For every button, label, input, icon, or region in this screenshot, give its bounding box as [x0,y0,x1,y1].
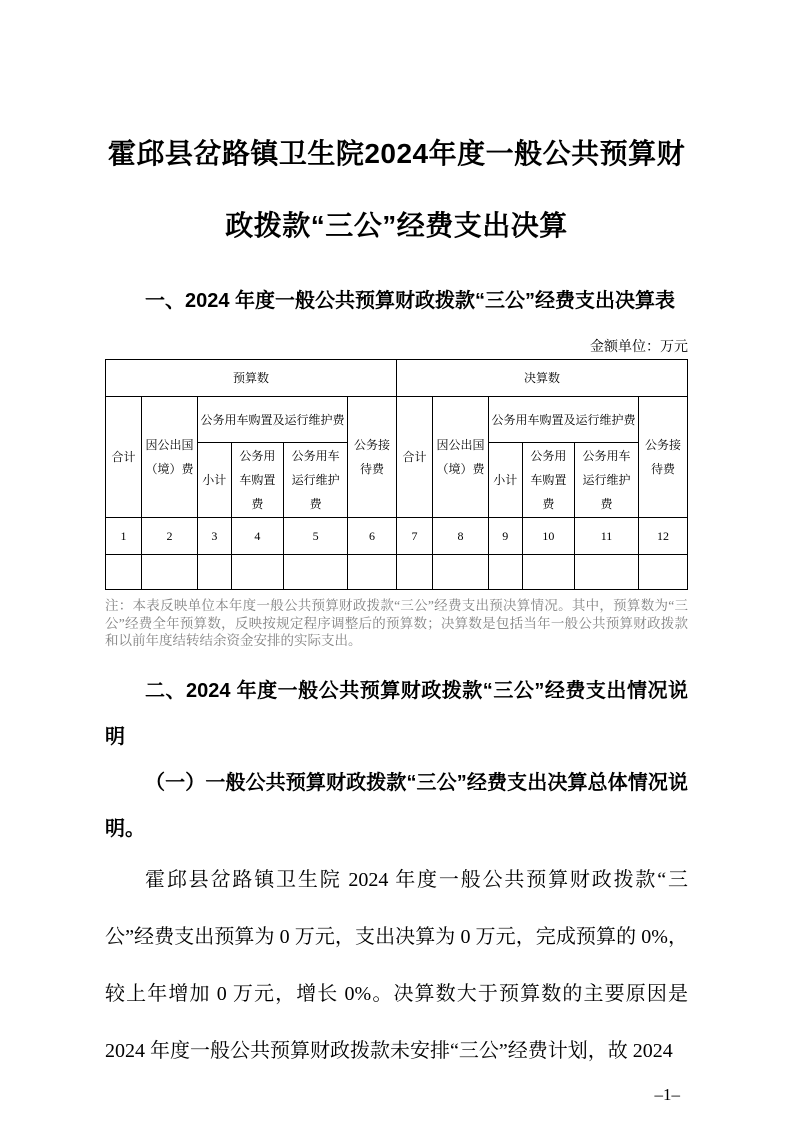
col-index: 8 [433,518,489,555]
data-cell [522,555,574,590]
data-cell [197,555,231,590]
document-title: 霍邱县岔路镇卫生院2024年度一般公共预算财政拨款“三公”经费支出决算 [107,138,686,241]
budget-vehicle-group-header: 公务用车购置及运行维护费 [197,397,347,443]
data-cell [348,555,397,590]
spacer [105,650,688,668]
col-index: 2 [142,518,198,555]
data-cell [639,555,688,590]
table-data-row [106,555,688,590]
data-cell [284,555,348,590]
budget-abroad-header: 因公出国（境）费 [142,397,198,518]
data-cell [396,555,432,590]
data-cell [106,555,142,590]
data-cell [488,555,522,590]
budget-subtotal-header: 小计 [197,443,231,518]
col-index: 7 [396,518,432,555]
data-cell [433,555,489,590]
col-index: 3 [197,518,231,555]
section1-heading: 一、2024 年度一般公共预算财政拨款“三公”经费支出决算表 [145,290,676,312]
final-reception-header: 公务接待费 [639,397,688,518]
data-cell [575,555,639,590]
section2-heading: 二、2024 年度一般公共预算财政拨款“三公”经费支出情况说明 [105,679,688,748]
data-cell [231,555,283,590]
col-index: 12 [639,518,688,555]
col-index: 1 [106,518,142,555]
final-total-header: 合计 [396,397,432,518]
subsection1-heading: （一）一般公共预算财政拨款“三公”经费支出决算总体情况说明。 [105,771,688,840]
final-purchase-header: 公务用车购置费 [522,443,574,518]
page-number: –1– [654,1084,680,1104]
unit-label: 金额单位：万元 [590,340,688,355]
budget-operation-header: 公务用车运行维护费 [284,443,348,518]
table-group-header-row [106,360,688,397]
budget-purchase-header: 公务用车购置费 [231,443,283,518]
sangong-expense-table [105,359,688,590]
col-index: 4 [231,518,283,555]
col-index: 5 [284,518,348,555]
col-index: 11 [575,518,639,555]
final-subtotal-header: 小计 [488,443,522,518]
final-operation-header: 公务用车运行维护费 [575,443,639,518]
col-index: 9 [488,518,522,555]
final-abroad-header: 因公出国（境）费 [433,397,489,518]
final-group-header: 决算数 [396,360,687,397]
col-index: 10 [522,518,574,555]
budget-reception-header: 公务接待费 [348,397,397,518]
col-index: 6 [348,518,397,555]
final-vehicle-group-header: 公务用车购置及运行维护费 [488,397,638,443]
budget-total-header: 合计 [106,397,142,518]
budget-group-header: 预算数 [106,360,397,397]
paragraph-1: 霍邱县岔路镇卫生院 2024 年度一般公共预算财政拨款“三公”经费支出预算为 0 万元，支出决算为 0 万元，完成预算的 0%，较上年增加 0 万元，增长 0%。决算数大于预算数的主要原因是 2024 年度一般公共预算财政拨款未安排“三公”经费计划，故 2024 [105,868,688,1062]
table-note: 注：本表反映单位本年度一般公共预算财政拨款“三公”经费支出预决算情况。其中，预算数为“三公”经费全年预算数，反映按规定程序调整后的预算数；决算数是包括当年一般公共预算财政拨款和以前年度结转结余资金安排的实际支出。 [105,598,688,648]
table-index-row [106,518,688,555]
data-cell [142,555,198,590]
table-header-row-1 [106,397,688,443]
